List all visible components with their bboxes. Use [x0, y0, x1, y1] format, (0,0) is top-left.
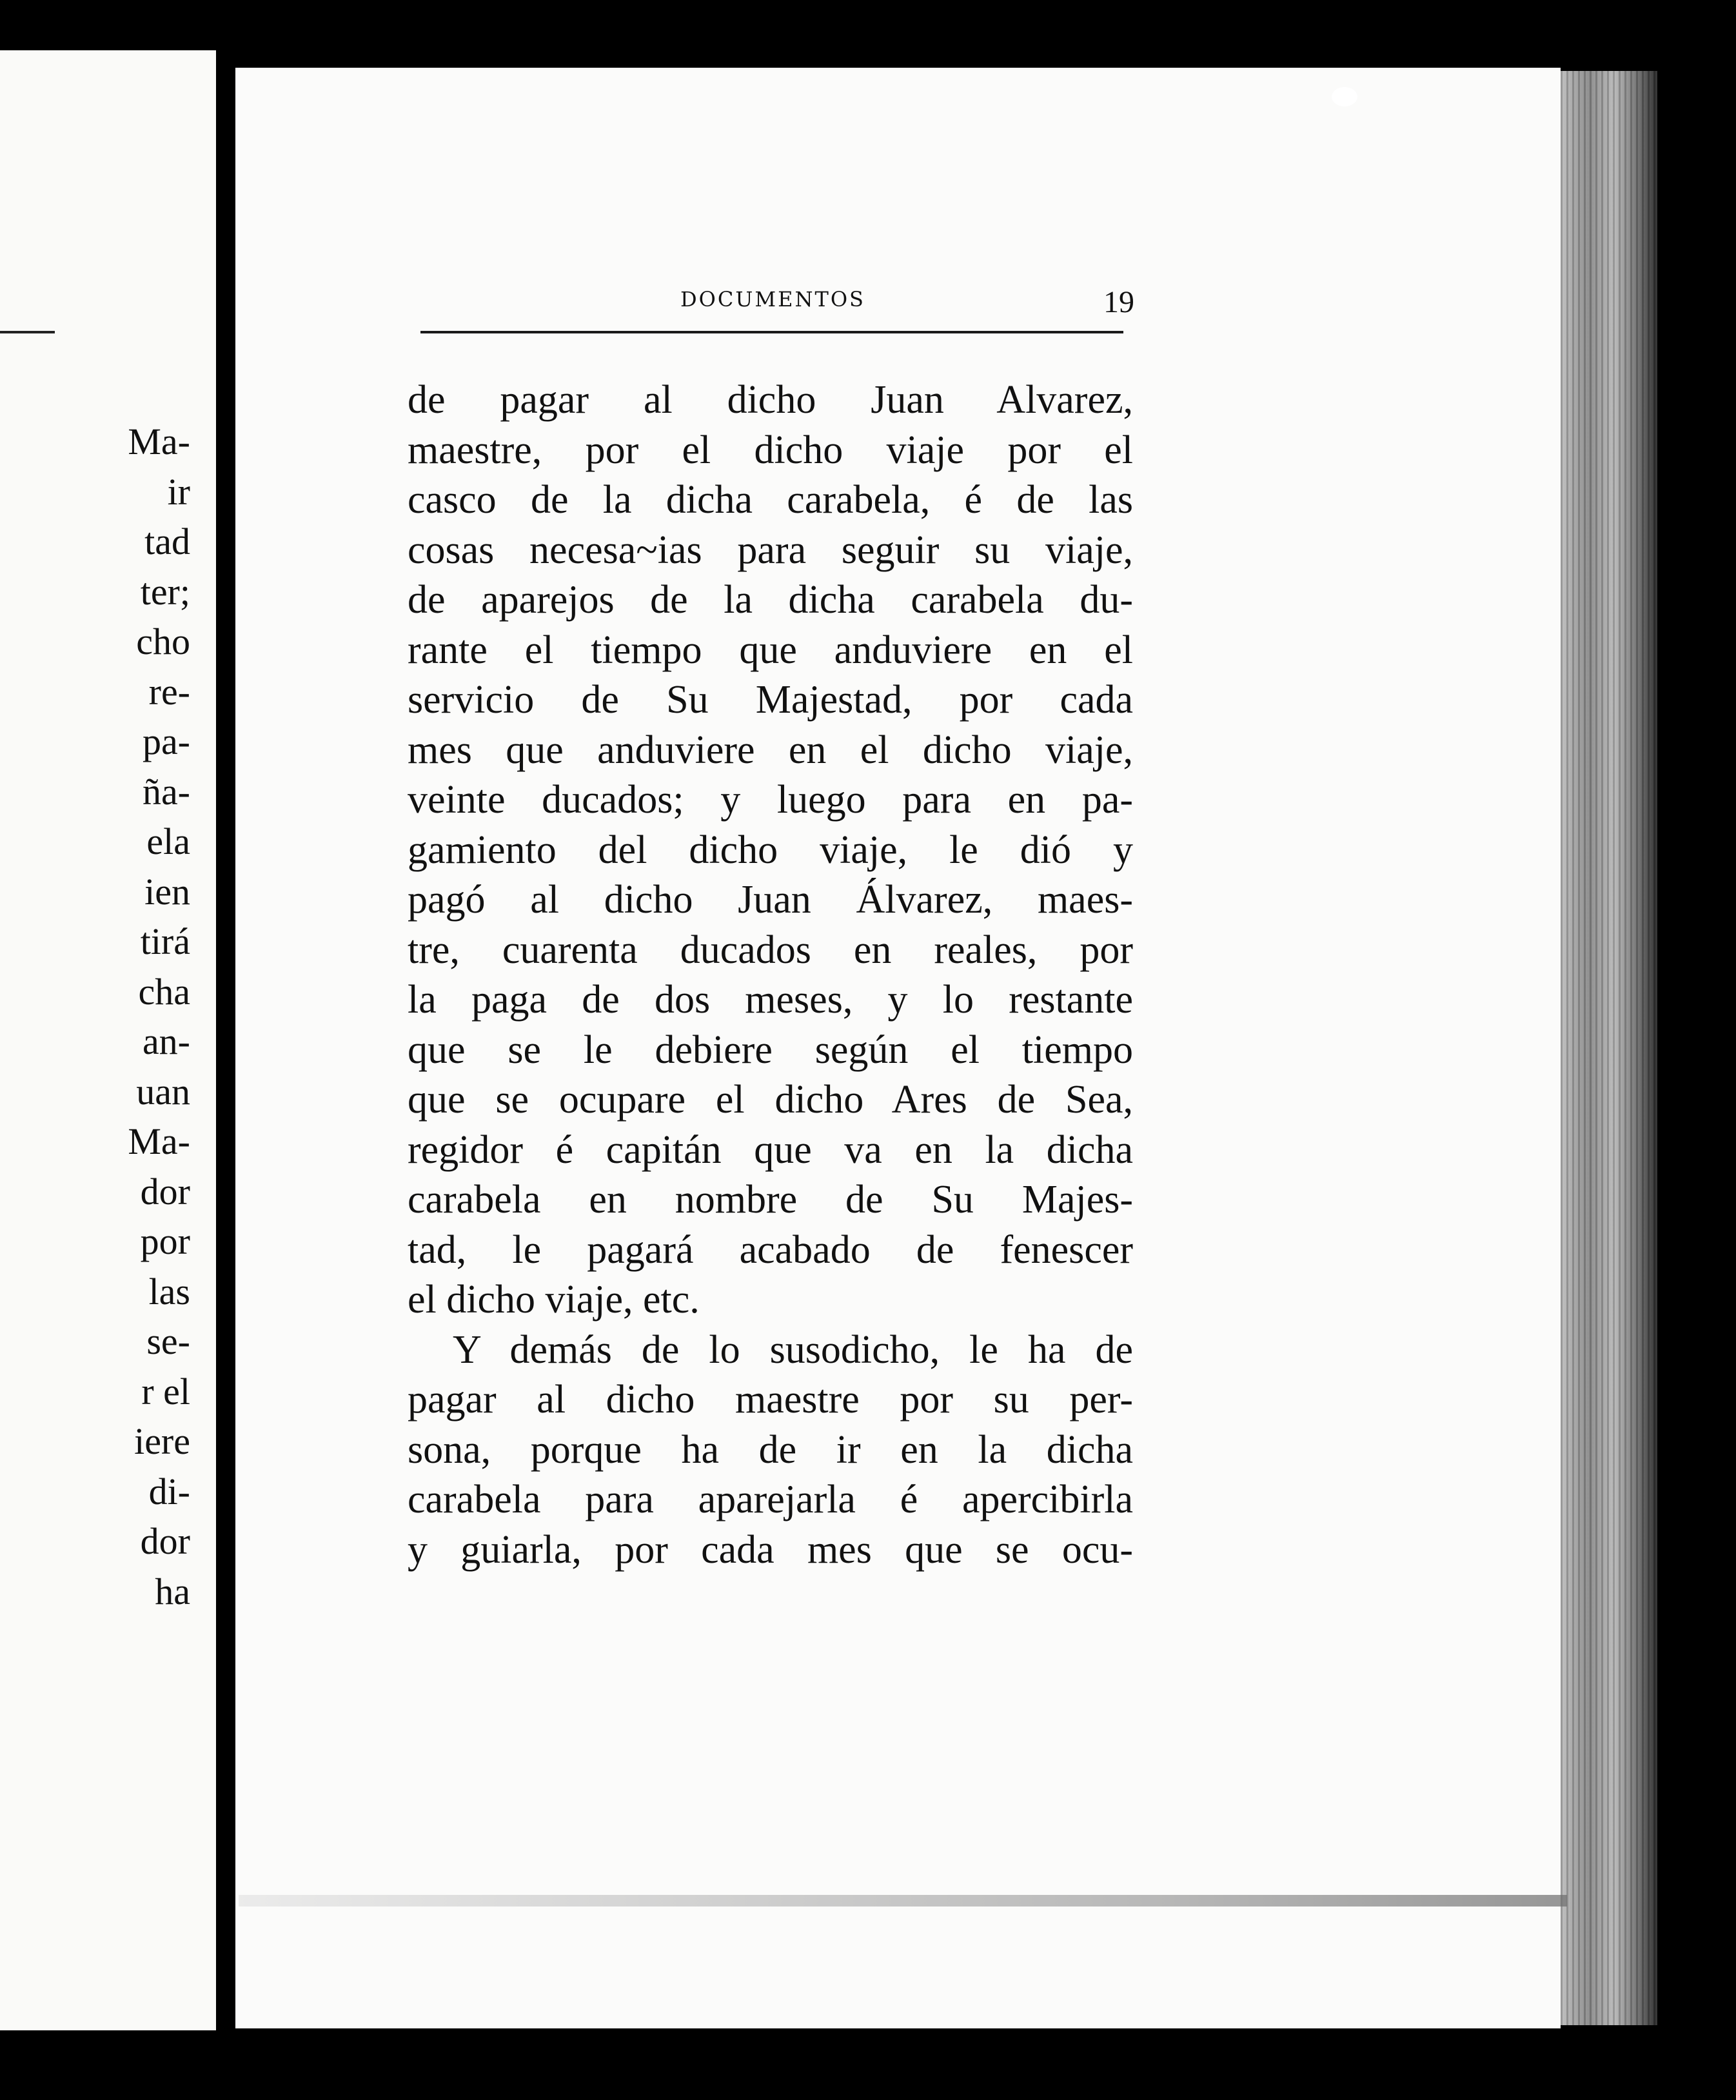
facing-line: se- [146, 1320, 190, 1362]
running-head-title: DOCUMENTOS [680, 287, 865, 312]
facing-line: ha [155, 1570, 190, 1612]
text-line: de aparejos de la dicha carabela du- [408, 578, 1133, 622]
facing-line: Ma- [128, 421, 190, 462]
facing-line: las [148, 1270, 190, 1312]
facing-page-left [0, 50, 220, 2030]
facing-line: dor [140, 1170, 190, 1213]
text-line: servicio de Su Majestad, por cada [408, 678, 1133, 722]
paragraph [408, 375, 1133, 1325]
text-line: pagar al dicho maestre por su per- [408, 1378, 1133, 1421]
facing-line: tad [144, 520, 190, 562]
text-line: la paga de dos meses, y lo restante [408, 978, 1133, 1022]
text-line: cosas necesa~ias para seguir su viaje, [408, 528, 1133, 572]
facing-line: an- [142, 1020, 190, 1062]
text-line: carabela para aparejarla é apercibirla [408, 1478, 1133, 1521]
running-header [419, 282, 1138, 321]
facing-line: dor [140, 1520, 190, 1562]
text-line: regidor é capitán que va en la dicha [408, 1127, 1133, 1172]
body-text [408, 375, 1133, 1575]
text-line: que se le debiere según el tiempo [408, 1027, 1133, 1072]
text-line: pagó al dicho Juan Álvarez, maes- [408, 878, 1133, 922]
text-line: rante el tiempo que anduviere en el [408, 628, 1133, 672]
paper-speck [1332, 87, 1357, 106]
facing-line: por [140, 1220, 190, 1262]
header-rule [420, 331, 1123, 333]
text-line: veinte ducados; y luego para en pa- [408, 778, 1133, 822]
text-line: casco de la dicha carabela, é de las [408, 478, 1133, 522]
facing-line: ña- [142, 770, 190, 813]
text-line: sona, porque ha de ir en la dicha [408, 1427, 1133, 1472]
page-bottom-shadow [239, 1895, 1567, 1907]
facing-line: ir [167, 470, 190, 513]
text-line: tre, cuarenta ducados en reales, por [408, 927, 1133, 972]
text-line: carabela en nombre de Su Majes- [408, 1178, 1133, 1222]
facing-line: cho [136, 620, 190, 662]
text-line: tad, le pagará acabado de fenescer [408, 1227, 1133, 1272]
text-line: Y demás de lo susodicho, le ha de [453, 1327, 1133, 1372]
facing-line: iere [134, 1420, 190, 1462]
facing-line: ien [144, 870, 190, 913]
text-line: el dicho viaje, etc. [408, 1278, 700, 1322]
facing-line: tirá [140, 920, 190, 962]
facing-line: ela [146, 820, 190, 862]
facing-line: ter; [140, 570, 190, 613]
facing-line: pa- [142, 720, 190, 762]
facing-line: r el [141, 1370, 190, 1412]
text-line: gamiento del dicho viaje, le dió y [408, 827, 1133, 872]
facing-line: Ma- [128, 1120, 190, 1162]
facing-page-text [128, 417, 190, 1616]
text-line: que se ocupare el dicho Ares de Sea, [408, 1078, 1133, 1122]
book-gutter [216, 50, 235, 2050]
text-line: de pagar al dicho Juan Alvarez, [408, 378, 1133, 422]
facing-line: re- [148, 670, 190, 713]
text-line: y guiarla, por cada mes que se ocu- [408, 1527, 1133, 1572]
facing-line: uan [136, 1070, 190, 1113]
facing-line: cha [138, 970, 190, 1013]
text-line: mes que anduviere en el dicho viaje, [408, 728, 1133, 772]
facing-line: di- [148, 1470, 190, 1512]
page-number: 19 [1103, 285, 1134, 319]
facing-page-head-rule [0, 331, 55, 333]
page-stack-edge [1561, 71, 1657, 2025]
text-line: maestre, por el dicho viaje por el [408, 428, 1133, 472]
paragraph [408, 1325, 1133, 1576]
